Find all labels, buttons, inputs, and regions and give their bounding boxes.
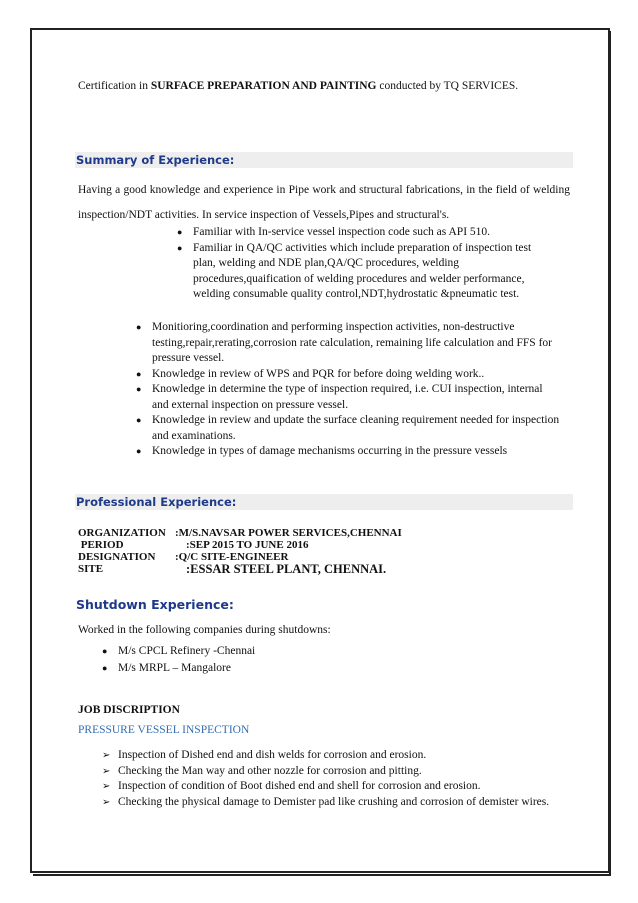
summary-heading: Summary of Experience:: [75, 152, 573, 168]
bullet-icon: ●: [177, 242, 183, 253]
list-item: [136, 367, 562, 383]
employment-label: SITE: [78, 563, 104, 575]
employment-value: :M/S.NAVSAR POWER SERVICES,CHENNAI: [175, 527, 402, 539]
list-item-text: Knowledge in types of damage mechanisms occurring in the pressure vessels: [152, 445, 508, 457]
arrow-bullet-icon: ➢: [102, 750, 111, 761]
employment-label: PERIOD: [78, 539, 124, 551]
job-description-heading: JOB DISCRIPTION: [78, 704, 180, 716]
job-items-list: [102, 748, 568, 810]
list-item: [177, 225, 553, 241]
employment-value: :ESSAR STEEL PLANT, CHENNAI.: [186, 562, 387, 576]
list-item-text: Knowledge in determine the type of inspection required, i.e. CUI inspection, internal and external inspection on pressure vessel.: [152, 383, 543, 411]
list-item-text: Monitioring,coordination and performing inspection activities, non-destructive testing,repair,rerating,corrosion rate calculation, remaining life calculation and FFS for pressure vessel.: [152, 321, 552, 364]
summary-list-2: [136, 320, 562, 460]
list-item-text: Knowledge in review and update the surface cleaning requirement needed for inspection and examinations.: [152, 414, 560, 442]
employment-value: :Q/C SITE-ENGINEER: [175, 551, 289, 563]
list-item: [102, 795, 568, 811]
list-item-text: Checking the Man way and other nozzle for corrosion and pitting.: [118, 764, 422, 777]
list-item-text: Familiar in QA/QC activities which include preparation of inspection test plan, welding and NDE plan,QA/QC procedures, welding procedures,quaification of welding procedures and welder performance, welding consumable quality control,NDT,hydrostatic &pneumatic test.: [193, 241, 532, 300]
bullet-icon: ●: [136, 415, 142, 425]
list-item: [177, 241, 553, 303]
list-item: [102, 764, 568, 780]
summary-paragraph: Having a good knowledge and experience in Pipe work and structural fabrications, in the field of welding inspection/NDT activities. In service inspection of Vessels,Pipes and structural's.: [78, 184, 570, 221]
bullet-icon: ●: [136, 368, 142, 379]
bullet-icon: ●: [102, 646, 108, 656]
shutdown-heading: Shutdown Experience:: [76, 597, 234, 612]
list-item: [102, 643, 256, 660]
employment-label: ORGANIZATION: [78, 527, 166, 539]
summary-list-1: [177, 225, 553, 303]
list-item-text: Inspection of Dished end and dish welds for corrosion and erosion.: [118, 749, 427, 761]
shutdown-intro: Worked in the following companies during shutdowns:: [78, 624, 331, 636]
pressure-vessel-subheading: PRESSURE VESSEL INSPECTION: [78, 724, 250, 736]
list-item: [136, 320, 562, 367]
arrow-bullet-icon: ➢: [102, 765, 111, 777]
bullet-icon: ●: [136, 322, 142, 332]
arrow-bullet-icon: ➢: [102, 796, 111, 808]
list-item: [102, 779, 568, 795]
list-item: [102, 660, 255, 677]
list-item: [136, 413, 562, 444]
list-item-text: Familiar with In-service vessel inspection code such as API 510.: [193, 226, 491, 238]
arrow-bullet-icon: ➢: [102, 781, 111, 792]
bullet-icon: ●: [102, 663, 108, 673]
list-item-text: Knowledge in review of WPS and PQR for before doing welding work..: [152, 367, 485, 380]
list-item-text: Checking the physical damage to Demister pad like crushing and corrosion of demister wires.: [118, 795, 550, 808]
employment-value: :SEP 2015 TO JUNE 2016: [186, 539, 309, 551]
professional-heading: Professional Experience:: [75, 494, 573, 510]
bullet-icon: ●: [136, 384, 142, 394]
certification-text: Certification in SURFACE PREPARATION AND PAINTING conducted by TQ SERVICES.: [78, 80, 519, 92]
list-item: [136, 382, 562, 413]
list-item-text: M/s MRPL – Mangalore: [118, 662, 231, 674]
employment-label: DESIGNATION: [78, 551, 156, 563]
list-item: [136, 444, 562, 460]
shutdown-company-list: [102, 643, 256, 677]
bullet-icon: ●: [177, 227, 183, 237]
list-item-text: M/s CPCL Refinery -Chennai: [118, 645, 256, 657]
list-item-text: Inspection of condition of Boot dished end and shell for corrosion and erosion.: [118, 780, 481, 792]
list-item: [102, 748, 568, 764]
bullet-icon: ●: [136, 446, 142, 456]
